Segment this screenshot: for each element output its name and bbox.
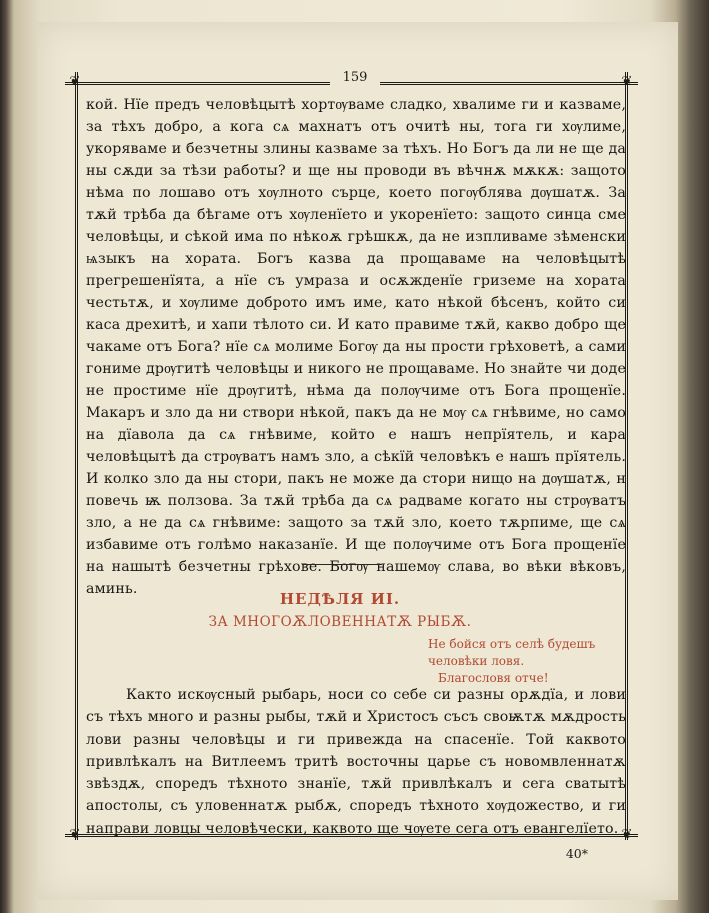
corner-ornament-bottom-left: ❦ — [69, 827, 81, 842]
epigraph-line-3: Благословя отче! — [438, 671, 549, 685]
section-divider — [302, 564, 382, 565]
sermon-text — [86, 684, 626, 840]
epigraph-line-2: человѣки ловя. — [428, 654, 525, 668]
epigraph — [428, 636, 618, 687]
corner-ornament-top-right: ❦ — [621, 74, 633, 89]
page-number: 159 — [330, 70, 380, 85]
body-text — [86, 94, 626, 600]
epigraph-line-1: Не бойся отъ селѣ будешъ — [428, 637, 596, 651]
printer-signature: 40* — [565, 846, 588, 861]
corner-ornament-top-left: ❦ — [69, 74, 81, 89]
sermon-paragraph: Както искѹсный рыбарь, носи со себе си разны орѫдїа, и лови съ тѣхъ много и разны рыбы, тѫй и Христосъ съсъ своѭтѫ мѫдрость лови разны человѣцы и ги привежда на спасенїе. Той каквото привлѣкалъ на Витлеемъ тритѣ восточны царье съ новомвленнатѫ звѣздѫ, споредъ тѣхното знанїе, тѫй привлѣкалъ и сега сватытѣ апостолы, съ уловеннатѫ рыбѫ, споредъ тѣхното хѹдожество, и ги направи ловцы человѣчески, каквото ще чѹете сега отъ евангелїето. — [86, 687, 626, 837]
section-title: НЕДѢЛЯ ИІ. — [279, 590, 401, 608]
paragraph-continued: кой. Нїе предъ человѣцытѣ хортѹваме сладко, хвалиме ги и казваме, за тѣхъ добро, а кога сѧ махнатъ отъ очитѣ ны, тога ги хѹлиме, укоряваме и безчетны злины казваме за тѣхъ. Но Богъ да ли не ще да ны сѫди за тѣзи работы? и ще ны проводи въ вѣчнѫ мѫкѫ: защото нѣма по лошаво отъ хѹлното сърце, което погѹблява дѹшатѫ. За тѫй трѣба да бѣгаме отъ хѹленїето и укоренїето: защото синца сме человѣцы, и сѣкой има по нѣкоѫ грѣшкѫ, да не изпливаме зѣменски ѩзыкъ на хората. Богъ казва да прощаваме на человѣцытѣ прегрешенїята, а нїе съ умраза и осѫжденїе гриземе на хората честьтѫ, и хѹлиме доброто имъ име, като нѣкой бѣсенъ, който си каса дрехитѣ, и хапи тѣлото си. И като правиме тѫй, какво добро ще чакаме отъ Бога? нїе сѧ молиме Богѹ да ны прости грѣховетѣ, а сами гониме дрѹгитѣ человѣцы и никого не прощаваме. Но знайте чи доде не простиме нїе дрѹгитѣ, нѣма да полѹчиме отъ Бога прощенїе. Макаръ и зло да ни створи нѣкой, пакъ да не мѹ сѧ гнѣвиме, но само на дїавола да сѧ гнѣвиме, който е нашъ непрїятель, и кара человѣцытѣ да стрѹватъ намъ зло, а сѣкїй человѣкъ е нашъ прїятель. И колко зло да ны стори, пакъ не може да стори нищо на дѹшатѫ, н повечь ѭ ползова. За тѫй трѣба да сѧ радваме когато ны стрѹватъ зло, а не да сѧ гнѣвиме: защото за тѫй зло, което тѫрпиме, ще сѧ избавиме отъ голѣмо наказанїе. И ще полѹчиме отъ Бога прощенїе на нашытѣ безчетны грѣхове. Богѹ нашемѹ слава, во вѣки вѣковъ, аминь. — [86, 97, 626, 597]
corner-ornament-bottom-right: ❦ — [621, 827, 633, 842]
section-subtitle: ЗА МНОГОѪЛОВЕННАТѪ РЫБѪ. — [208, 614, 472, 630]
